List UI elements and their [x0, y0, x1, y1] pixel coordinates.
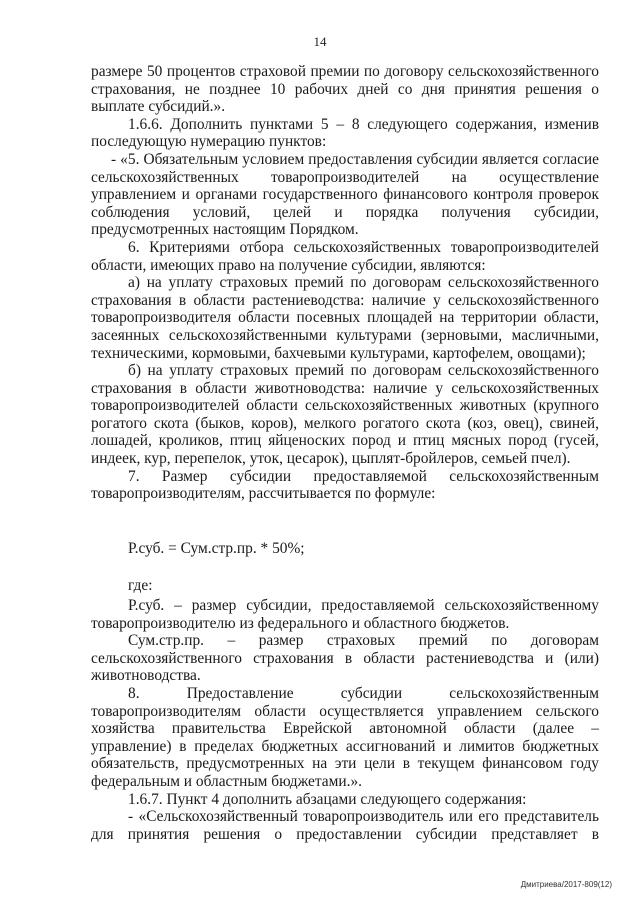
paragraph-1-6-7: 1.6.7. Пункт 4 дополнить абзацами следующего содержания:: [128, 790, 527, 808]
formula: Р.суб. = Сум.стр.пр. * 50%;: [128, 539, 305, 557]
paragraph-item-5: - «5. Обязательным условием предоставления субсидии является согласие сельскохозяйственных товаропроизводителей на осуществление управлением и органами государственного финансового контроля проверок соблюдения условий, целей и порядка получения субсидии, предусмотренных настоящим Порядком.: [91, 150, 599, 239]
document-body: [91, 63, 599, 843]
paragraph-subsidy-amount-end: размере 50 процентов страховой премии по договору сельскохозяйственного страхования, не позднее 10 рабочих дней со дня принятия решения о выплате субсидий.».: [91, 63, 599, 116]
paragraph-item-7: 7. Размер субсидии предоставляемой сельскохозяйственным товаропроизводителям, рассчитывается по формуле:: [91, 467, 599, 503]
paragraph-item-6b: б) на уплату страховых премий по договорам сельскохозяйственного страхования в области животноводства: наличие у сельскохозяйственных товаропроизводителей области сельскохозяйственных животных (крупного рогатого скота (быков, коров), мелкого рогатого скота (коз, овец), свиней, лошадей, кроликов, птиц яйценоских пород и птиц мясных пород (гусей, индеек, кур, перепелок, уток, цесарок), цыплят-бройлеров, семьей пчел).: [91, 362, 599, 468]
page-number: 14: [313, 34, 327, 49]
paragraph-1-6-6: 1.6.6. Дополнить пунктами 5 – 8 следующего содержания, изменив последующую нумерацию пунктов:: [91, 115, 599, 151]
definition-sum-str-pr: Сум.стр.пр. – размер страховых премий по договорам сельскохозяйственного страхования в области растениеводства и (или) животноводства.: [91, 632, 599, 685]
paragraph-item-6: 6. Критериями отбора сельскохозяйственных товаропроизводителей области, имеющих право на получение субсидии, являются:: [91, 238, 599, 274]
paragraph-item-6a: а) на уплату страховых премий по договорам сельскохозяйственного страхования в области растениеводства: наличие у сельскохозяйственного товаропроизводителя области посевных площадей на территории области, засеянных сельскохозяйственными культурами (зерновыми, масличными, техническими, кормовыми, бахчевыми культурами, картофелем, овощами);: [91, 274, 599, 362]
paragraph-new-clause: - «Сельскохозяйственный товаропроизводитель или его представитель для принятия решения о предоставлении субсидии представляет в: [91, 808, 599, 843]
formula-where-label: где:: [128, 577, 153, 595]
paragraph-item-8: 8. Предоставление субсидии сельскохозяйственным товаропроизводителям области осуществляется управлением сельского хозяйства правительства Еврейской автономной области (далее – управление) в пределах бюджетных ассигнований и лимитов бюджетных обязательств, предусмотренных на эти цели в текущем финансовом году федеральным и областным бюджетами.».: [91, 685, 599, 790]
definition-r-sub: Р.суб. – размер субсидии, предоставляемой сельскохозяйственному товаропроизводителю из федерального и областного бюджетов.: [91, 597, 599, 632]
footer-signature: Дмитриева/2017-809(12): [520, 880, 612, 889]
